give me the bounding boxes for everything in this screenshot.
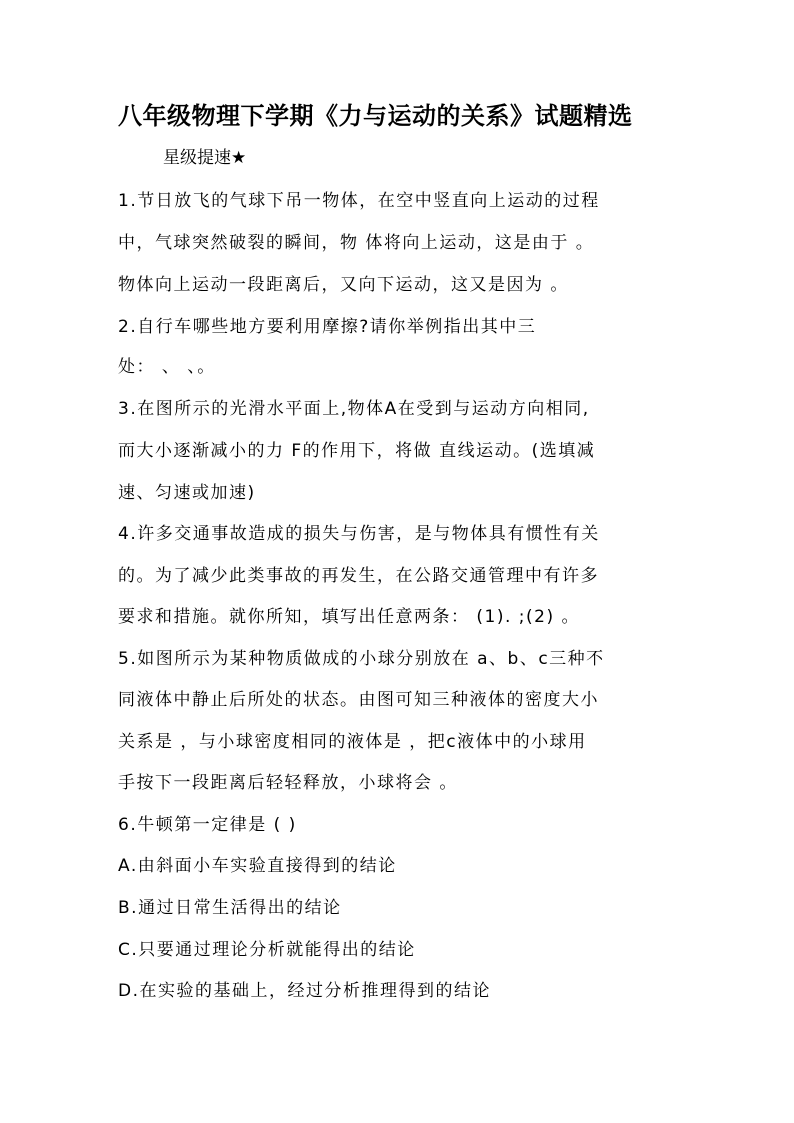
question-1-line-1: 1.节日放飞的气球下吊一物体，在空中竖直向上运动的过程 [118,191,600,211]
question-2-line-2: 处： 、 、。 [118,357,216,377]
question-4-line-2: 的。为了减少此类事故的再发生，在公路交通管理中有许多 [118,566,599,586]
question-5-line-2: 同液体中静止后所处的状态。由图可知三种液体的密度大小 [118,690,599,710]
question-1-line-3: 物体向上运动一段距离后，又向下运动，这又是因为 。 [118,275,569,295]
question-5-line-3: 关系是 ，与小球密度相同的液体是 ，把c液体中的小球用 [118,732,587,752]
question-6-option-a: A.由斜面小车实验直接得到的结论 [118,856,397,876]
question-1-line-2: 中，气球突然破裂的瞬间，物 体将向上运动，这是由于 。 [118,233,595,253]
question-6-option-c: C.只要通过理论分析就能得出的结论 [118,940,416,960]
question-3-line-3: 速、匀速或加速) [118,483,256,503]
question-4-line-1: 4.许多交通事故造成的损失与伤害，是与物体具有惯性有关 [118,524,600,544]
document-title: 八年级物理下学期《力与运动的关系》试题精选 [118,102,633,130]
question-3-line-1: 3.在图所示的光滑水平面上,物体A在受到与运动方向相同, [118,399,590,419]
question-4-line-3: 要求和措施。就你所知，填写出任意两条： (1). ;(2) 。 [118,607,581,627]
question-5-line-4: 手按下一段距离后轻轻释放，小球将会 。 [118,773,458,793]
question-3-line-2: 而大小逐渐减小的力 F的作用下，将做 直线运动。(选填减 [118,441,596,461]
document-subtitle: 星级提速★ [163,148,247,168]
question-6-option-b: B.通过日常生活得出的结论 [118,898,342,918]
question-5-line-1: 5.如图所示为某种物质做成的小球分别放在 a、b、c三种不 [118,649,605,669]
question-6-option-d: D.在实验的基础上，经过分析推理得到的结论 [118,981,491,1001]
question-6-stem: 6.牛顿第一定律是 ( ) [118,815,297,835]
question-2-line-1: 2.自行车哪些地方要利用摩擦?请你举例指出其中三 [118,317,537,337]
